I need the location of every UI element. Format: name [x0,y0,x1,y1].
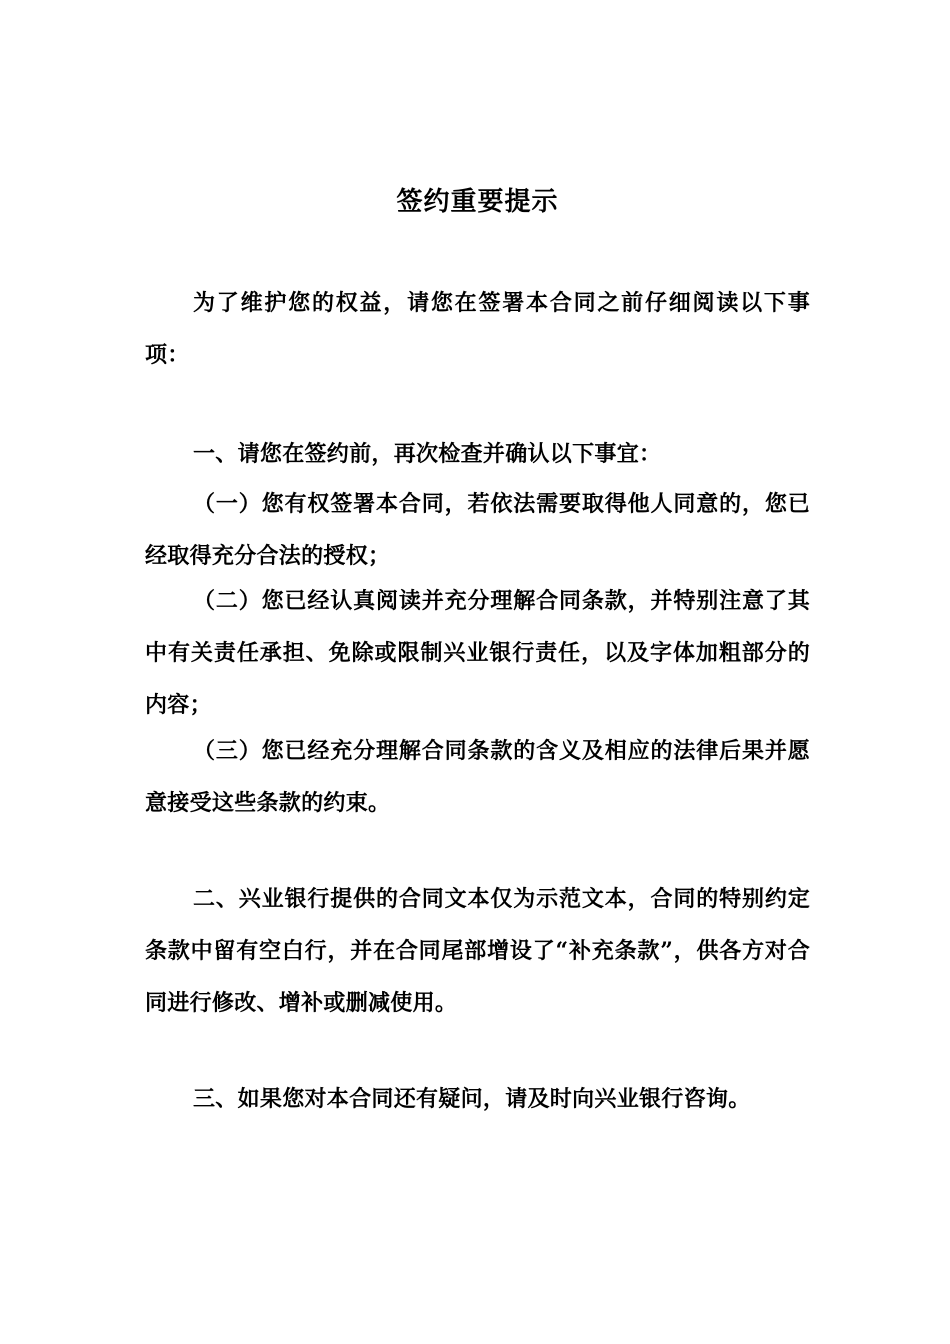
section-3-paragraph: 三、如果您对本合同还有疑问，请及时向兴业银行咨询。 [193,1086,751,1112]
section-1-item-3: （三）您已经充分理解合同条款的含义及相应的法律后果并愿意接受这些条款的约束。 [145,738,810,816]
page-title: 签约重要提示 [396,187,559,217]
section-1-heading: 一、请您在签约前，再次检查并确认以下事宜： [193,441,662,467]
intro-paragraph: 为了维护您的权益，请您在签署本合同之前仔细阅读以下事项： [145,290,810,368]
section-1-item-1: （一）您有权签署本合同，若依法需要取得他人同意的，您已经取得充分合法的授权； [145,491,810,569]
section-1-item-2: （二）您已经认真阅读并充分理解合同条款，并特别注意了其中有关责任承担、免除或限制兴业银行责任，以及字体加粗部分的内容； [145,588,810,718]
section-2-paragraph: 二、兴业银行提供的合同文本仅为示范文本，合同的特别约定条款中留有空白行，并在合同尾部增设了“补充条款”，供各方对合同进行修改、增补或删减使用。 [145,886,810,1016]
